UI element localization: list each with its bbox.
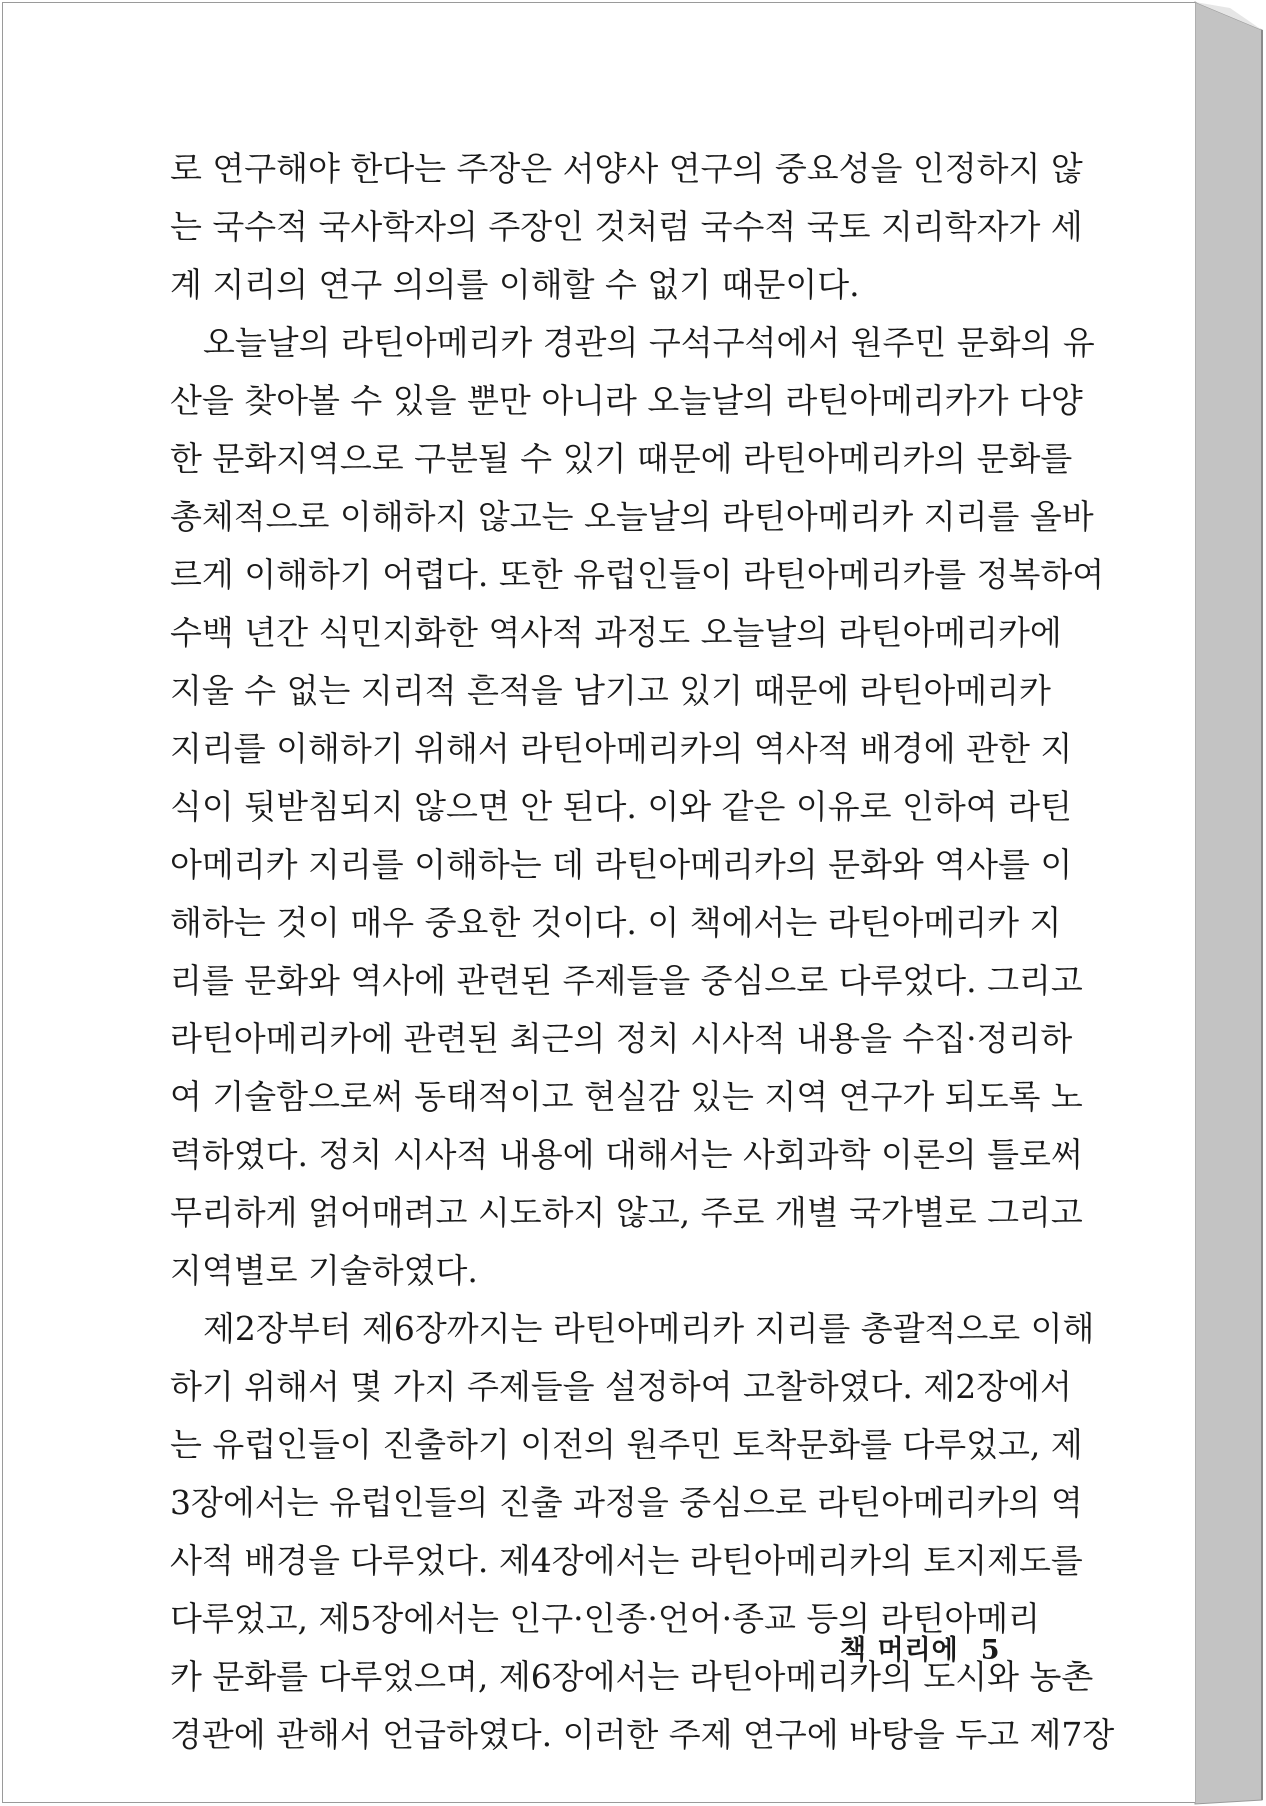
body-text — [170, 140, 1115, 1764]
text-line: 수백 년간 식민지화한 역사적 과정도 오늘날의 라틴아메리카에 — [170, 613, 1062, 652]
text-line: 로 연구해야 한다는 주장은 서양사 연구의 중요성을 인정하지 않 — [170, 149, 1083, 188]
page-footer — [840, 1628, 1020, 1667]
text-line: 산을 찾아볼 수 있을 뿐만 아니라 오늘날의 라틴아메리카가 다양 — [170, 381, 1083, 420]
text-line: 다루었고, 제5장에서는 인구·인종·언어·종교 등의 라틴아메리 — [170, 1599, 1040, 1638]
text-line: 지울 수 없는 지리적 흔적을 남기고 있기 때문에 라틴아메리카 — [170, 671, 1051, 710]
text-line: 지리를 이해하기 위해서 라틴아메리카의 역사적 배경에 관한 지 — [170, 729, 1073, 768]
text-line: 계 지리의 연구 의의를 이해할 수 없기 때문이다. — [170, 265, 860, 304]
text-line: 총체적으로 이해하지 않고는 오늘날의 라틴아메리카 지리를 올바 — [170, 497, 1094, 536]
text-line: 카 문화를 다루었으며, 제6장에서는 라틴아메리카의 도시와 농촌 — [170, 1657, 1094, 1696]
text-line: 여 기술함으로써 동태적이고 현실감 있는 지역 연구가 되도록 노 — [170, 1077, 1083, 1116]
text-line: 식이 뒷받침되지 않으면 안 된다. 이와 같은 이유로 인하여 라틴 — [170, 787, 1072, 826]
text-line: 사적 배경을 다루었다. 제4장에서는 라틴아메리카의 토지제도를 — [170, 1541, 1083, 1580]
text-line: 무리하게 얽어매려고 시도하지 않고, 주로 개별 국가별로 그리고 — [170, 1193, 1083, 1232]
text-line: 리를 문화와 역사에 관련된 주제들을 중심으로 다루었다. 그리고 — [170, 961, 1083, 1000]
text-line: 력하였다. 정치 시사적 내용에 대해서는 사회과학 이론의 틀로써 — [170, 1135, 1083, 1174]
text-line: 3장에서는 유럽인들의 진출 과정을 중심으로 라틴아메리카의 역 — [170, 1483, 1083, 1522]
text-line: 경관에 관해서 언급하였다. 이러한 주제 연구에 바탕을 두고 제7장 — [170, 1715, 1115, 1754]
text-line: 제2장부터 제6장까지는 라틴아메리카 지리를 총괄적으로 이해 — [203, 1309, 1095, 1348]
text-line: 오늘날의 라틴아메리카 경관의 구석구석에서 원주민 문화의 유 — [203, 323, 1095, 362]
text-line: 해하는 것이 매우 중요한 것이다. 이 책에서는 라틴아메리카 지 — [170, 903, 1062, 942]
text-line: 는 국수적 국사학자의 주장인 것처럼 국수적 국토 지리학자가 세 — [170, 207, 1083, 246]
text-line: 한 문화지역으로 구분될 수 있기 때문에 라틴아메리카의 문화를 — [170, 439, 1073, 478]
text-line: 지역별로 기술하였다. — [170, 1251, 478, 1290]
text-line: 아메리카 지리를 이해하는 데 라틴아메리카의 문화와 역사를 이 — [170, 845, 1073, 884]
page-number: 5 — [980, 1635, 1000, 1666]
text-line: 르게 이해하기 어렵다. 또한 유럽인들이 라틴아메리카를 정복하여 — [170, 555, 1105, 594]
text-line: 라틴아메리카에 관련된 최근의 정치 시사적 내용을 수집·정리하 — [170, 1019, 1073, 1058]
text-line: 는 유럽인들이 진출하기 이전의 원주민 토착문화를 다루었고, 제 — [170, 1425, 1083, 1464]
text-line: 하기 위해서 몇 가지 주제들을 설정하여 고찰하였다. 제2장에서 — [170, 1367, 1072, 1406]
running-head: 책 머리에 — [840, 1635, 959, 1666]
